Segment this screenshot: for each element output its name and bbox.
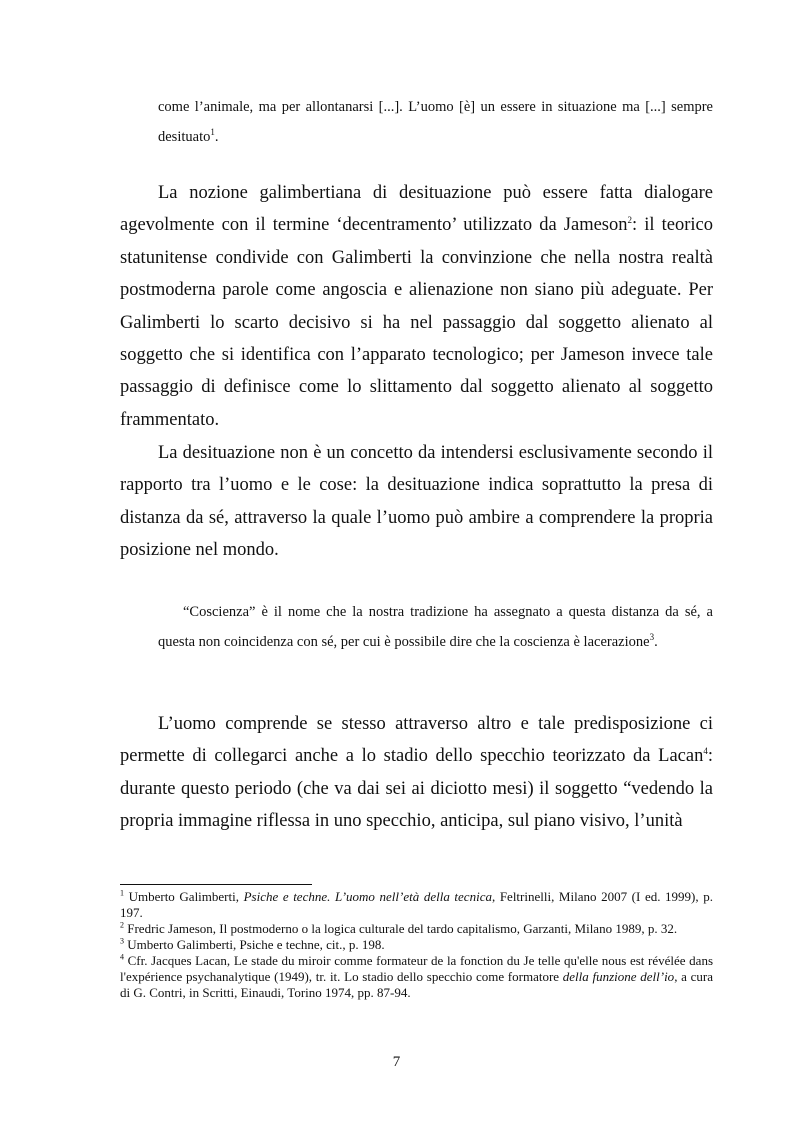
footnote-3: $^3$ Umberto Galimberti, Psiche e techne, cit., p. 198. <box>120 936 385 952</box>
footnote-ref-2: 2 <box>627 215 633 226</box>
paragraph-2: La desituazione non è un concetto da intendersi esclusivamente secondo il rapporto tra l’uomo e le cose: la desituazione indica soprattutto la presa di distanza da sé, attraverso la quale l’uomo può ambire a comprendere la propria posizione nel mondo. <box>120 443 713 561</box>
footnote-2: $^2$ Fredric Jameson, Il postmoderno o la logica culturale del tardo capitalismo, Garzanti, Milano 1989, p. 32. <box>120 920 678 936</box>
paragraph-3: L’uomo comprende se stesso attraverso altro e tale predisposizione ci permette di collegarci anche a lo stadio dello specchio teorizzato da Lacan$^4$: durante questo periodo (che va dai sei ai diciotto mesi) il soggetto “vedendo la propria immagine riflessa in uno specchio, anticipa, sul piano visivo, l’unità <box>120 714 713 832</box>
footnote-ref-4: 4 <box>703 746 708 757</box>
footnote-1: $^1$ Umberto Galimberti, Psiche e techne. L’uomo nell’età della tecnica, Feltrinelli, Milano 2007 (I ed. 1999), p. 197. <box>120 888 713 920</box>
block-quote-2: “Coscienza” è il nome che la nostra tradizione ha assegnato a questa distanza da sé, a questa non coincidenza con sé, per cui è possibile dire che la coscienza è lacerazione$^3$. <box>158 604 713 650</box>
footnote-4: $^4$ Cfr. Jacques Lacan, Le stade du miroir comme formateur de la fonction du Je telle qu'elle nous est révélée dans l'expérience psychanalytique (1949), tr. it. Lo stadio dello specchio come formatore della funzione dell’io, a cura di G. Contri, in Scritti, Einaudi, Torino 1974, pp. 87-94. <box>120 952 713 1000</box>
footnote-ref-1: 1 <box>210 127 215 138</box>
paragraph-1: La nozione galimbertiana di desituazione può essere fatta dialogare agevolmente con il termine ‘decentramento’ utilizzato da Jameson$^2$: il teorico statunitense condivide con Galimberti la convinzione che nella nostra realtà postmoderna parole come angoscia e alienazione non siano più adeguate. Per Galimberti lo scarto decisivo si ha nel passaggio dal soggetto alienato al soggetto che si identifica con l’apparato tecnologico; per Jameson invece tale passaggio di definisce come lo slittamento dal soggetto alienato al soggetto frammentato. <box>120 183 713 430</box>
footnote-separator <box>120 884 312 885</box>
block-quote-1: come l’animale, ma per allontanarsi [...]. L’uomo [è] un essere in situazione ma [...] sempre desituato$^1$. <box>158 99 713 145</box>
page-number: 7 <box>392 1054 401 1070</box>
footnote-ref-3: 3 <box>649 632 655 643</box>
footnotes <box>120 889 713 1001</box>
